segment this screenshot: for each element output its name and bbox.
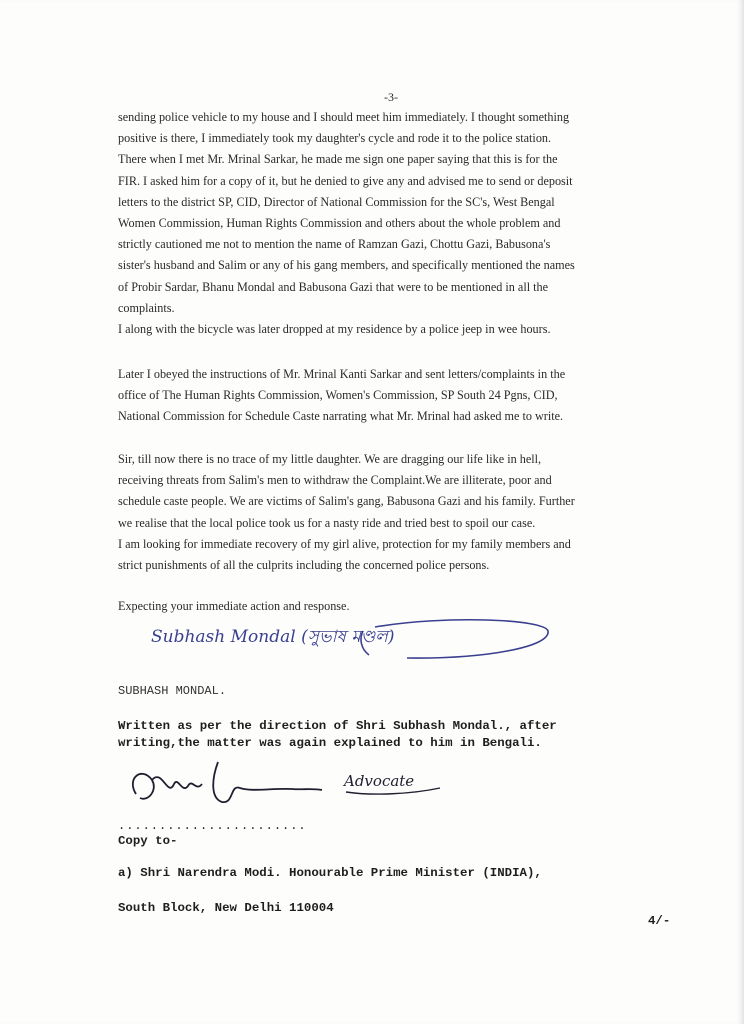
signatory-name: SUBHASH MONDAL.	[118, 684, 227, 698]
closing-text: Expecting your immediate action and response.	[118, 599, 350, 613]
advocate-signature-scrawl	[133, 762, 322, 802]
body-line: There when I met Mr. Mrinal Sarkar, he made me sign one paper saying that this is for the	[118, 152, 558, 167]
advocate-signature	[122, 758, 462, 818]
paragraph-1	[118, 107, 678, 340]
body-line: Women Commission, Human Rights Commission and others about the whole problem and	[118, 215, 561, 230]
signature-handwriting: Subhash Mondal (সুভাষ মণ্ডল)	[151, 627, 395, 647]
body-line: Later I obeyed the instructions of Mr. Mrinal Kanti Sarkar and sent letters/complaints in the	[118, 367, 566, 381]
body-line: sister's husband and Salim or any of his gang members, and specifically mentioned the names	[118, 258, 575, 273]
written-note	[118, 718, 557, 752]
body-line: schedule caste people. We are victims of Salim's gang, Babusona Gazi and his family. Further	[118, 494, 575, 509]
advocate-word: Advocate	[344, 772, 415, 790]
body-line: office of The Human Rights Commission, Women's Commission, SP South 24 Pgns, CID,	[118, 388, 558, 403]
body-line: letters to the district SP, CID, Director of National Commission for the SC's, West Bengal	[118, 194, 555, 209]
next-page-indicator: 4/-	[648, 914, 671, 928]
copy-to-label: Copy to-	[118, 834, 178, 848]
signature-subhash-mondal	[145, 615, 565, 665]
paragraph-2	[118, 364, 678, 428]
body-line: of Probir Sardar, Bhanu Mondal and Babusona Gazi that were to be mentioned in all the	[118, 279, 549, 294]
dotted-separator: .......................	[118, 819, 307, 833]
body-line: positive is there, I immediately took my daughter's cycle and rode it to the police station.	[118, 131, 552, 146]
note-line: Written as per the direction of Shri Subhash Mondal., after	[118, 719, 557, 733]
closing-line	[118, 596, 678, 617]
body-line: FIR. I asked him for a copy of it, but he denied to give any and advised me to send or deposit	[118, 173, 573, 188]
page-number: -3-	[384, 90, 398, 104]
body-line: I along with the bicycle was later dropped at my residence by a police jeep in wee hours.	[118, 321, 551, 336]
body-line: sending police vehicle to my house and I should meet him immediately. I thought something	[118, 110, 570, 124]
copy-to-address: South Block, New Delhi 110004	[118, 901, 334, 915]
body-line: we realise that the local police took us for a nasty ride and tried best to spoil our case.	[118, 515, 536, 530]
paragraph-3	[118, 449, 678, 576]
body-line: receiving threats from Salim's men to withdraw the Complaint.We are illiterate, poor and	[118, 473, 552, 488]
body-line: National Commission for Schedule Caste narrating what Mr. Mrinal had asked me to write.	[118, 409, 564, 424]
body-line: strictly cautioned me not to mention the name of Ramzan Gazi, Chottu Gazi, Babusona's	[118, 237, 551, 252]
copy-to-recipient: a) Shri Narendra Modi. Honourable Prime Minister (INDIA),	[118, 866, 542, 880]
body-line: I am looking for immediate recovery of my girl alive, protection for my family members and	[118, 536, 571, 551]
body-line: strict punishments of all the culprits including the concerned police persons.	[118, 557, 490, 572]
body-line: Sir, till now there is no trace of my little daughter. We are dragging our life like in hell,	[118, 452, 542, 466]
note-line: writing,the matter was again explained to him in Bengali.	[118, 736, 542, 750]
body-line: complaints.	[118, 300, 175, 315]
